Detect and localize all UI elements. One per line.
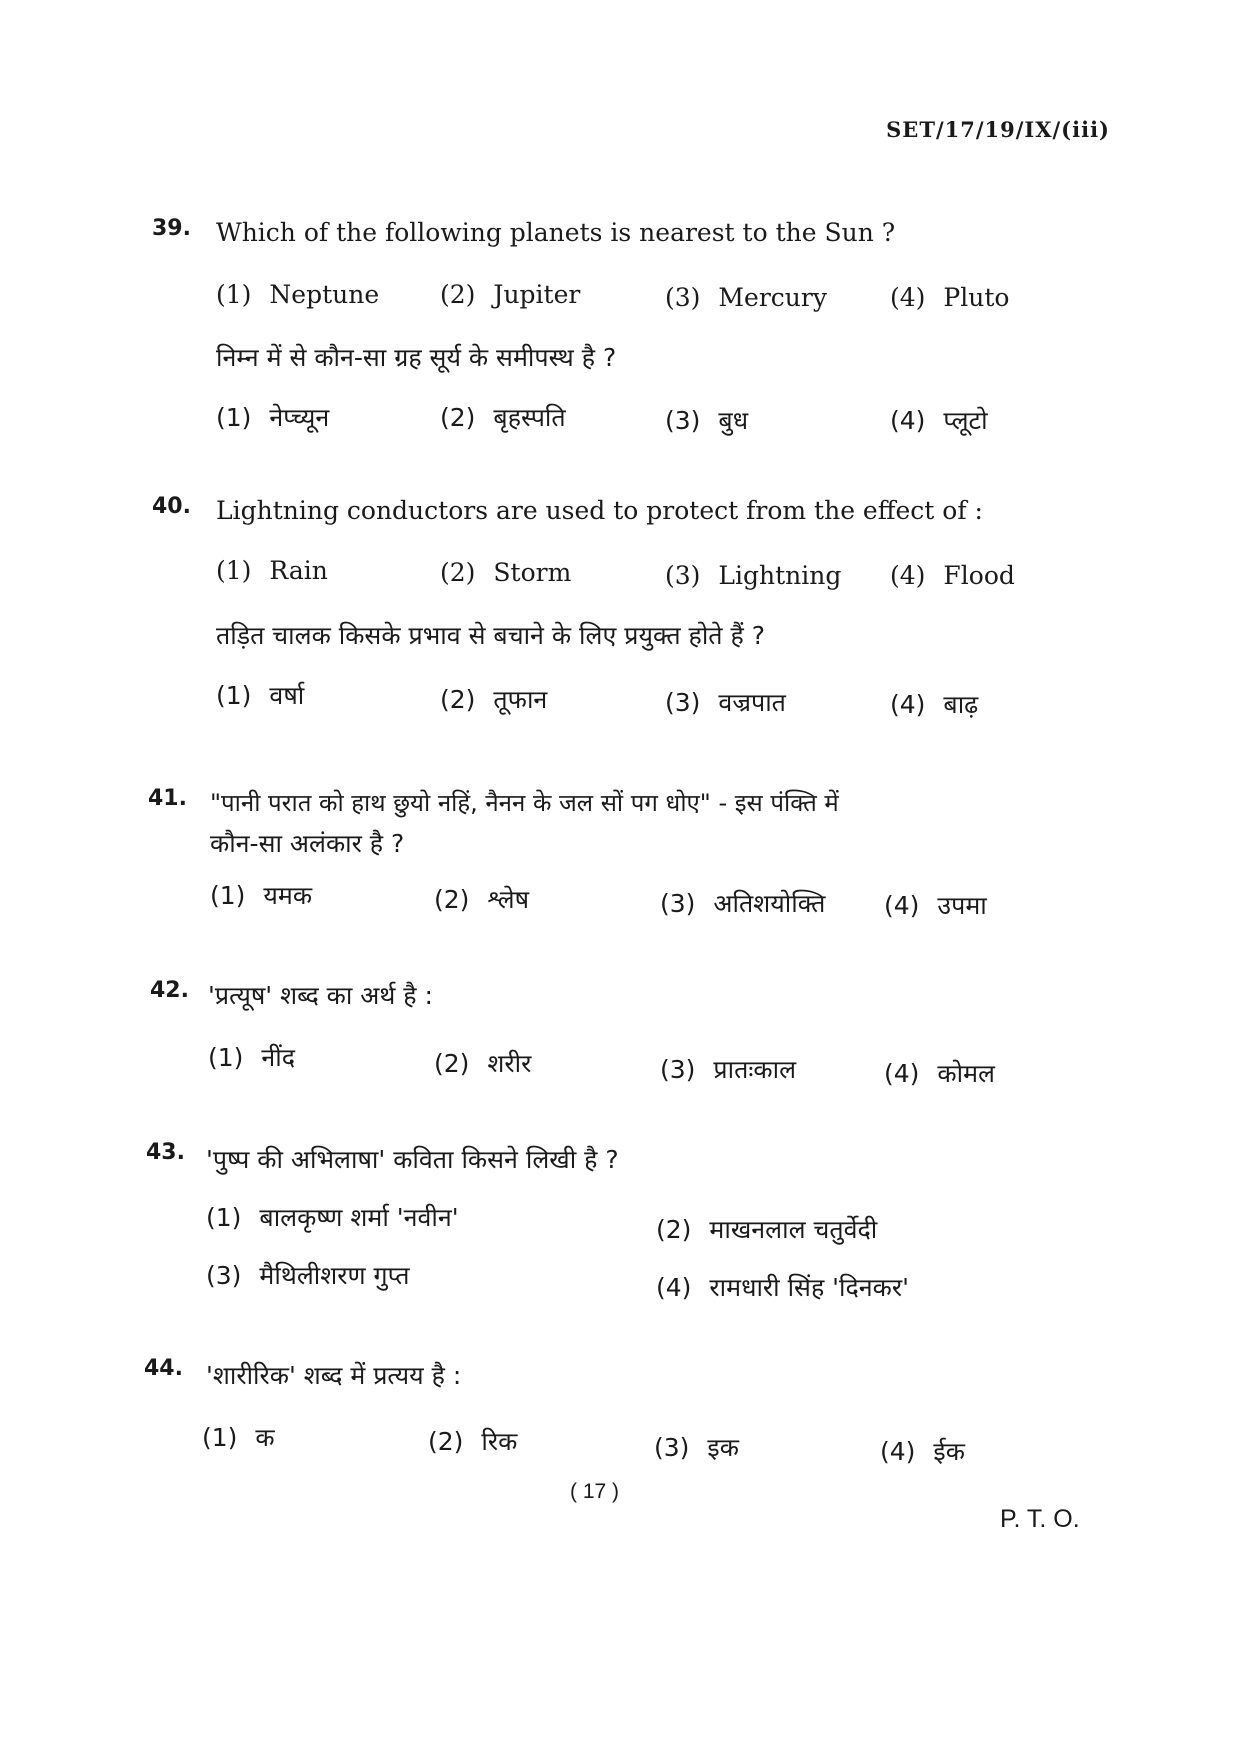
option: (3) Lightning — [665, 561, 842, 590]
question-number: 43. — [146, 1140, 185, 1165]
option-hindi: (1) बालकृष्ण शर्मा 'नवीन' — [206, 1203, 459, 1232]
pto-label: P. T. O. — [1000, 1505, 1080, 1533]
option-hindi: (2) श्लेष — [434, 885, 530, 914]
option-hindi: (2) बृहस्पति — [440, 403, 566, 432]
option-hindi: (1) क — [202, 1423, 275, 1452]
option-hindi: (1) यमक — [210, 881, 313, 910]
page-number: ( 17 ) — [570, 1480, 620, 1503]
option-hindi: (1) नींद — [208, 1043, 296, 1072]
option-hindi: (1) वर्षा — [216, 681, 305, 710]
option: (4) Pluto — [890, 283, 1010, 312]
option-hindi: (4) रामधारी सिंह 'दिनकर' — [656, 1273, 909, 1302]
question-text-hindi: 'प्रत्यूष' शब्द का अर्थ है : — [208, 981, 433, 1010]
question-text: Lightning conductors are used to protect from the effect of : — [216, 496, 983, 525]
option-hindi: (3) इक — [654, 1433, 739, 1462]
option-hindi: (4) प्लूटो — [890, 406, 988, 435]
option-hindi: (3) अतिशयोक्ति — [660, 889, 826, 918]
option-hindi: (4) कोमल — [884, 1059, 995, 1088]
option: (2) Jupiter — [440, 280, 581, 309]
option-hindi: (3) प्रातःकाल — [660, 1055, 797, 1084]
question-text-hindi: 'पुष्प की अभिलाषा' कविता किसने लिखी है ? — [206, 1145, 619, 1174]
option-hindi: (4) बाढ़ — [890, 690, 979, 719]
question-text-hindi: कौन-सा अलंकार है ? — [210, 829, 405, 858]
option-hindi: (1) नेप्च्यून — [216, 403, 330, 432]
question-number: 44. — [144, 1356, 183, 1381]
option: (1) Rain — [216, 556, 328, 585]
paper-code: SET/17/19/IX/(iii) — [886, 117, 1110, 142]
question-text-hindi: निम्न में से कौन-सा ग्रह सूर्य के समीपस्थ है ? — [216, 343, 617, 372]
option-hindi: (2) माखनलाल चतुर्वेदी — [656, 1215, 878, 1244]
question-text-hindi: "पानी परात को हाथ छुयो नहिं, नैनन के जल सों पग धोए" - इस पंक्ति में — [210, 789, 839, 817]
option-hindi: (2) रिक — [428, 1427, 518, 1456]
question-text-hindi: तड़ित चालक किसके प्रभाव से बचाने के लिए प्रयुक्त होते हैं ? — [216, 621, 765, 650]
option-hindi: (2) तूफान — [440, 685, 548, 714]
option: (4) Flood — [890, 561, 1015, 590]
question-number: 39. — [152, 216, 191, 241]
option-hindi: (2) शरीर — [434, 1049, 532, 1078]
question-text-hindi: 'शारीरिक' शब्द में प्रत्यय है : — [206, 1361, 462, 1390]
question-number: 41. — [148, 786, 187, 811]
question-number: 40. — [152, 494, 191, 519]
option-hindi: (3) वज्रपात — [665, 688, 786, 717]
option-hindi: (3) मैथिलीशरण गुप्त — [206, 1261, 410, 1290]
option: (1) Neptune — [216, 280, 380, 309]
option: (2) Storm — [440, 558, 572, 587]
question-text: Which of the following planets is nearest to the Sun ? — [216, 218, 896, 247]
option-hindi: (4) ईक — [880, 1437, 965, 1466]
option-hindi: (3) बुध — [665, 406, 749, 435]
option: (3) Mercury — [665, 283, 827, 312]
option-hindi: (4) उपमा — [884, 891, 987, 920]
question-number: 42. — [150, 978, 189, 1003]
